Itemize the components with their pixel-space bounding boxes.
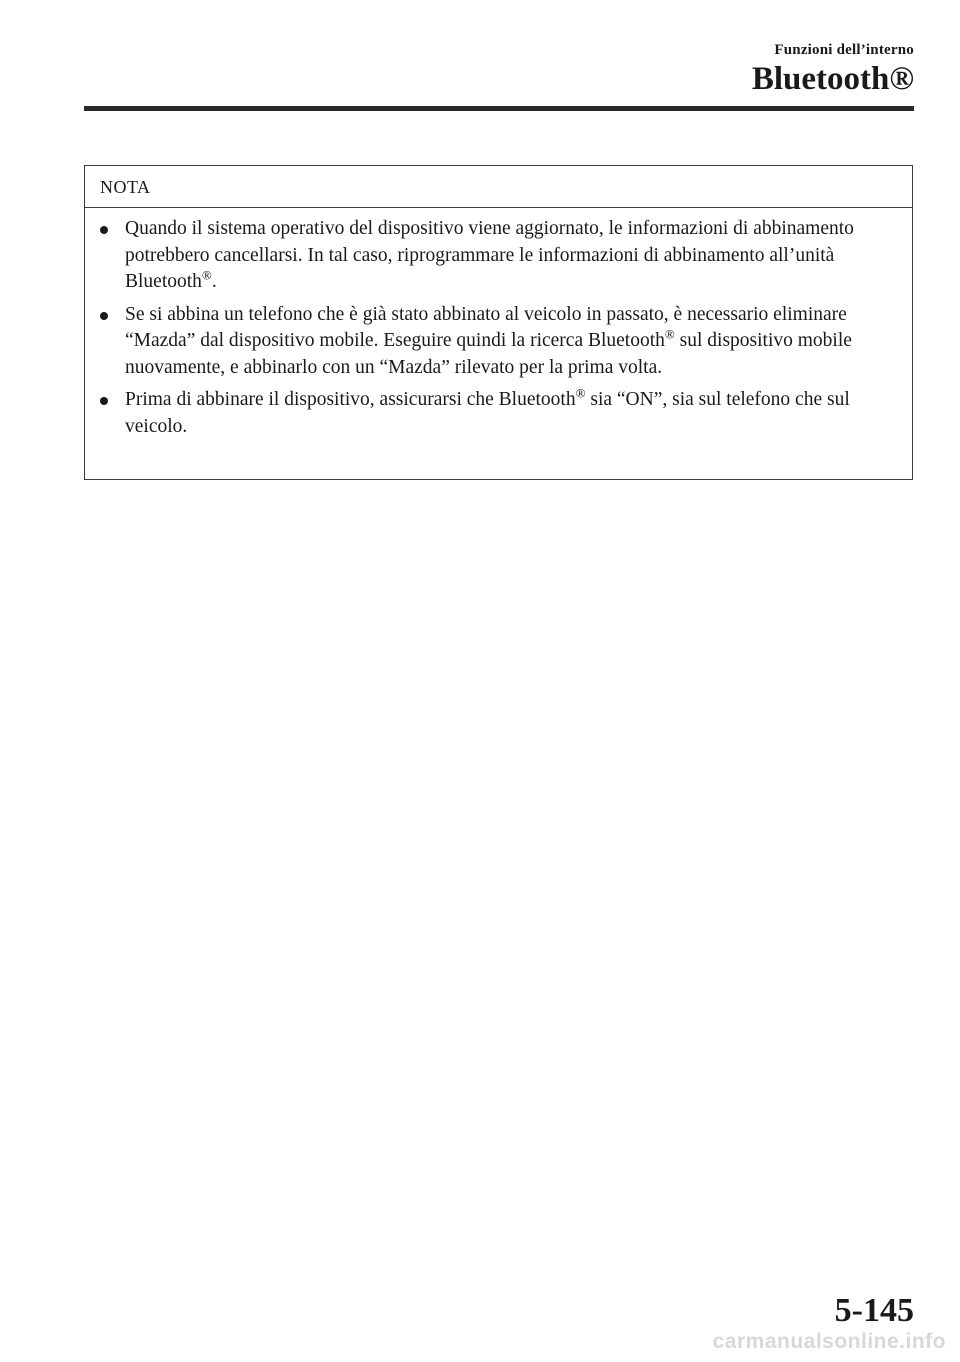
note-text: Se si abbina un telefono che è già stato abbinato al veicolo in passato, è necessario eliminare “Mazda” dal dispositivo mobile. Eseguire quindi la ricerca Bluetooth [125,303,847,351]
note-text: . [211,271,217,292]
page-header [84,0,914,112]
bullet-icon [100,312,108,320]
registered-mark: ® [664,326,675,342]
note-item [100,387,902,440]
note-item-text [125,302,902,382]
note-item-text [125,216,902,296]
note-item-text [125,387,902,440]
note-item [100,302,902,382]
note-text: Quando il sistema operativo del dispositivo viene aggiornato, le informazioni di abbinamento potrebbero cancellarsi. In tal caso, riprogrammare le informazioni di abbinamento all’unità Bluetooth [125,218,854,292]
page-number: 5-145 [834,1292,914,1329]
note-box [84,165,913,480]
section-title: Funzioni dell’interno [774,42,914,58]
note-text: sul dispositivo mobile nuovamente, e abbinarlo con un “Mazda” rilevato per la prima volta. [125,330,852,378]
bullet-icon [100,226,108,234]
note-text: sia “ON”, sia sul telefono che sul veicolo. [125,389,850,437]
page-title: Bluetooth® [751,61,914,97]
registered-mark: ® [575,385,586,401]
bullet-icon [100,397,108,405]
note-list [85,208,912,440]
note-item [100,216,902,296]
registered-mark: ® [201,267,212,283]
note-text: Prima di abbinare il dispositivo, assicurarsi che Bluetooth [125,389,576,410]
header-divider [84,106,914,111]
watermark: carmanualsonline.info [712,1330,946,1353]
note-heading: NOTA [85,166,912,208]
